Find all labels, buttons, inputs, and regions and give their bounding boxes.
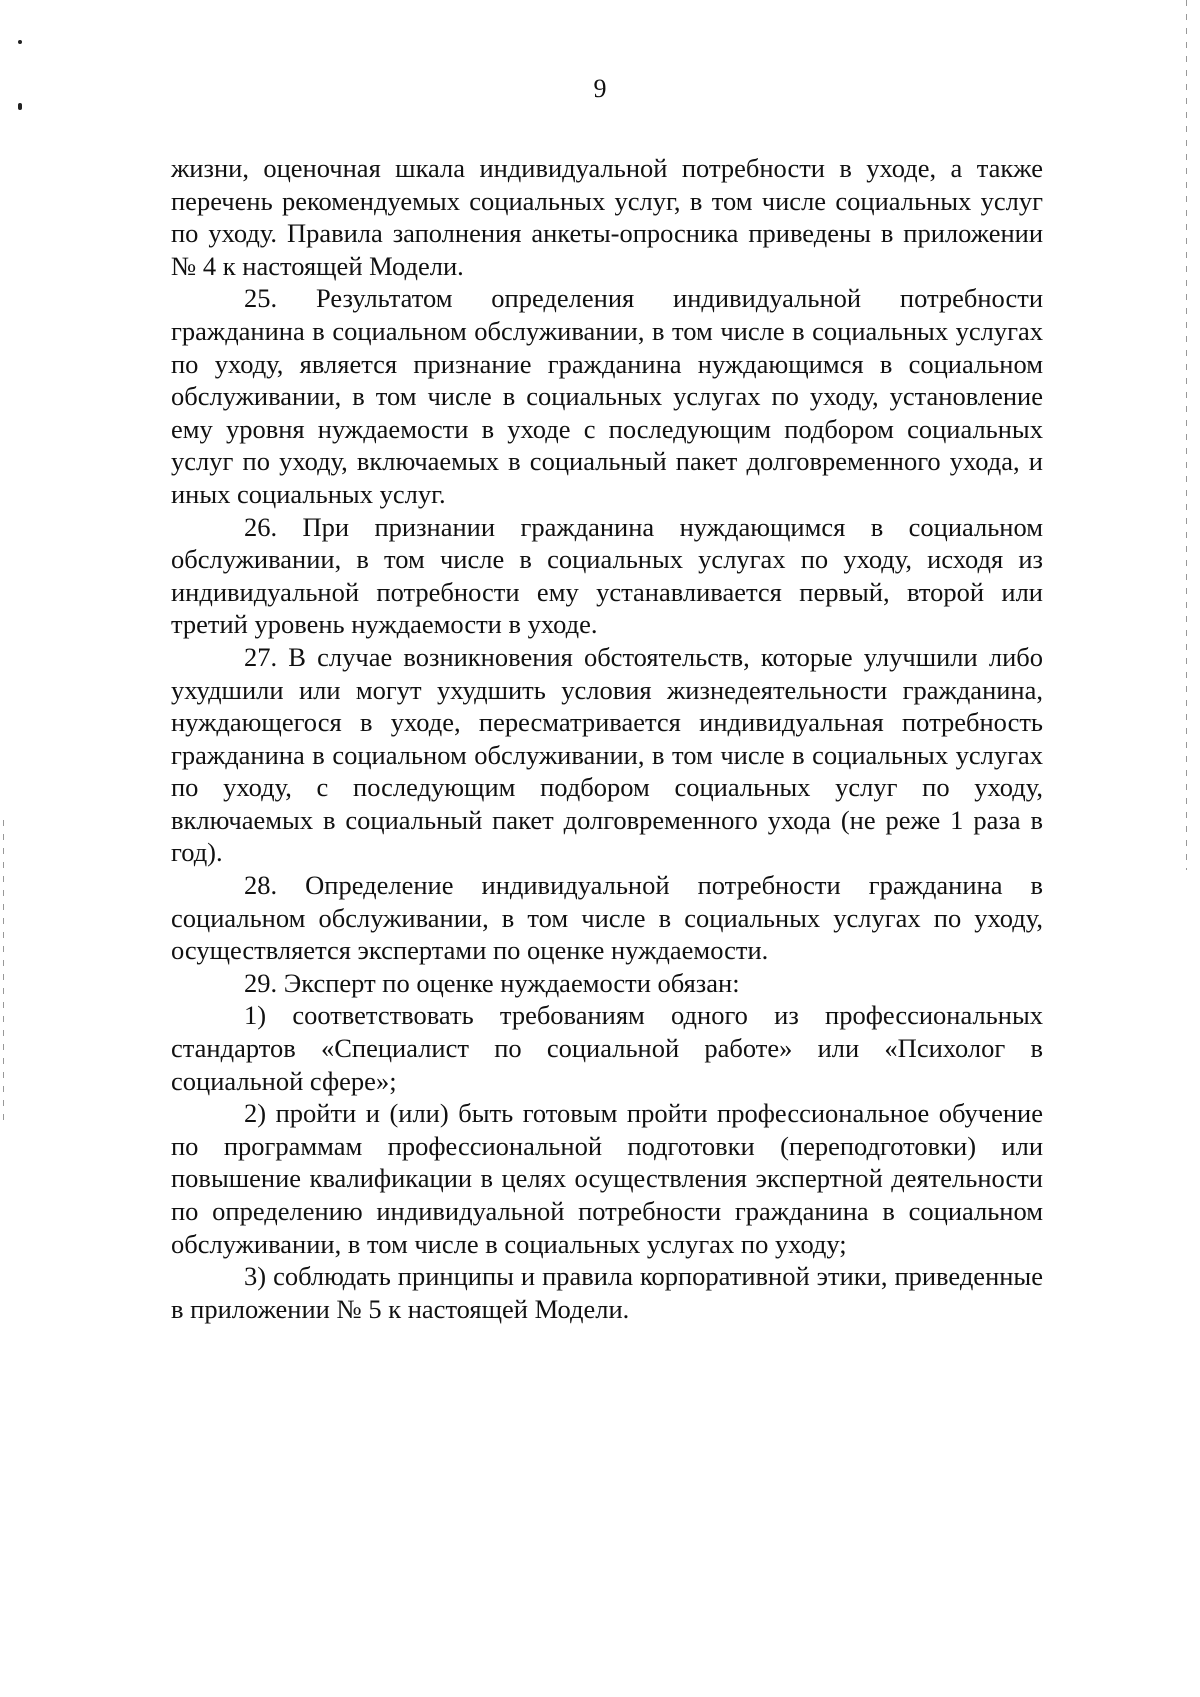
scan-edge-line [3,820,4,1120]
scan-speck [18,40,22,44]
scan-edge-line [1186,0,1187,870]
document-body [171,152,1043,1325]
list-item-1: 1) соответствовать требованиям одного из профессиональных стандартов «Специалист по социальной работе» или «Психолог в социальной сфере»; [171,1000,1043,1096]
paragraph-25: 25. Результатом определения индивидуальной потребности гражданина в социальном обслуживании, в том числе в социальных услугах по уходу, является признание гражданина нуждающимся в социальном обслуживании, в том числе в социальных услугах по уходу, установление ему уровня нуждаемости в уходе с последующим подбором социальных услуг по уходу, включаемых в социальный пакет долговременного ухода, и иных социальных услуг. [171,283,1043,509]
scan-speck [18,103,22,110]
paragraph-29: 29. Эксперт по оценке нуждаемости обязан: [244,967,740,998]
paragraph-27: 27. В случае возникновения обстоятельств, которые улучшили либо ухудшили или могут ухудшить условия жизнедеятельности гражданина, нуждающегося в уходе, пересматривается индивидуальная потребность гражданина в социальном обслуживании, в том числе в социальных услугах по уходу, с последующим подбором социальных услуг по уходу, включаемых в социальный пакет долговременного ухода (не реже 1 раза в год). [171,641,1043,868]
paragraph-26: 26. При признании гражданина нуждающимся в социальном обслуживании, в том числе в социальных услугах по уходу, исходя из индивидуальной потребности ему устанавливается первый, второй или третий уровень нуждаемости в уходе. [171,511,1043,640]
paragraph-continuation: жизни, оценочная шкала индивидуальной потребности в уходе, а также перечень рекомендуемых социальных услуг, в том числе социальных услуг по уходу. Правила заполнения анкеты-опросника приведены в приложении № 4 к настоящей Модели. [171,153,1043,281]
paragraph-28: 28. Определение индивидуальной потребности гражданина в социальном обслуживании, в том числе в социальных услугах по уходу, осуществляется экспертами по оценке нуждаемости. [171,870,1043,966]
page-number: 9 [593,74,607,103]
list-item-3: 3) соблюдать принципы и правила корпоративной этики, приведенные в приложении № 5 к настоящей Модели. [171,1261,1043,1324]
list-item-2: 2) пройти и (или) быть готовым пройти профессиональное обучение по программам профессиональной подготовки (переподготовки) или повышение квалификации в целях осуществления экспертной деятельности по определению индивидуальной потребности гражданина в социальном обслуживании, в том числе в социальных услугах по уходу; [171,1098,1043,1259]
